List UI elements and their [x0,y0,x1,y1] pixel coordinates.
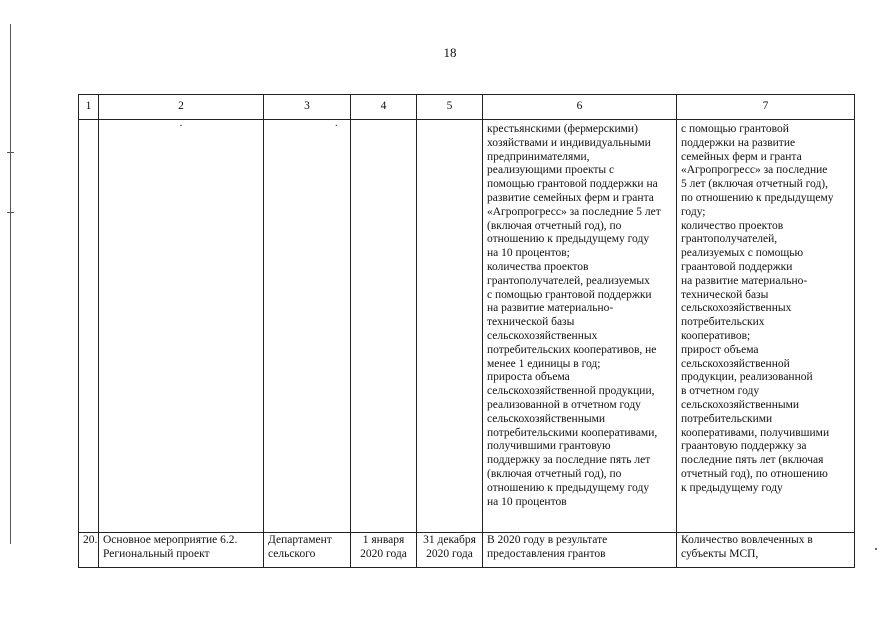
header-cell: 6 [483,95,677,120]
empty-cell [264,120,351,533]
indicator-cell: Количество вовлеченных в субъекты МСП, [677,533,855,568]
page-edge-tick [7,212,14,213]
header-cell: 7 [677,95,855,120]
scan-speck: · [179,121,183,132]
table-row [79,120,855,533]
scan-speck: · [334,121,338,132]
page-number: 18 [443,45,457,60]
result-cell: В 2020 году в результате предоставления грантов [483,533,677,568]
empty-cell [79,120,99,533]
table-header-row [79,95,855,120]
end-date-cell: 31 декабря 2020 года [417,533,483,568]
header-cell: 2 [99,95,264,120]
activities-table [78,94,855,568]
header-cell: 5 [417,95,483,120]
indicator-text-cell: с помощью грантовой поддержки на развитие семейных ферм и гранта «Агропрогресс» за последние 5 лет (включая отчетный год), по отношению к предыдущему году; количество проектов грантополучателей, реализуемых с помощью граантовой поддержки на развитие материально- технической базы сельскохозяйственных потребительских кооперативов; прирост объема сельскохозяйственной продукции, реализованной в отчетном году сельскохозяйственными потребительскими кооперативами, получившими граантовую поддержку за последние пять лет (включая отчетный год), по отношению к предыдущему году [677,120,855,533]
header-cell: 4 [351,95,417,120]
page-edge-tick [7,152,14,153]
executor-cell: Департамент сельского [264,533,351,568]
result-text-cell: крестьянскими (фермерскими) хозяйствами и индивидуальными предпринимателями, реализующими проекты с помощью грантовой поддержки на развитие семейных ферм и гранта «Агропрогресс» за последние 5 лет (включая отчетный год), по отношению к предыдущему году на 10 процентов; количества проектов грантополучателей, реализуемых с помощью грантовой поддержки на развитие материально- технической базы сельскохозяйственных потребительских кооперативов, не менее 1 единицы в год; прироста объема сельскохозяйственной продукции, реализованной в отчетном году сельскохозяйственными потребительскими кооперативами, получившими грантовую поддержку за последние пять лет (включая отчетный год), по отношению к предыдущему году на 10 процентов [483,120,677,533]
activity-name: Основное мероприятие 6.2. Региональный проект [99,533,264,568]
empty-cell [351,120,417,533]
scan-speck [875,548,877,550]
empty-cell [99,120,264,533]
start-date-cell: 1 января 2020 года [351,533,417,568]
empty-cell [417,120,483,533]
row-number: 20. [79,533,99,568]
header-cell: 1 [79,95,99,120]
header-cell: 3 [264,95,351,120]
table-row [79,533,855,568]
page-edge-line [10,24,11,544]
